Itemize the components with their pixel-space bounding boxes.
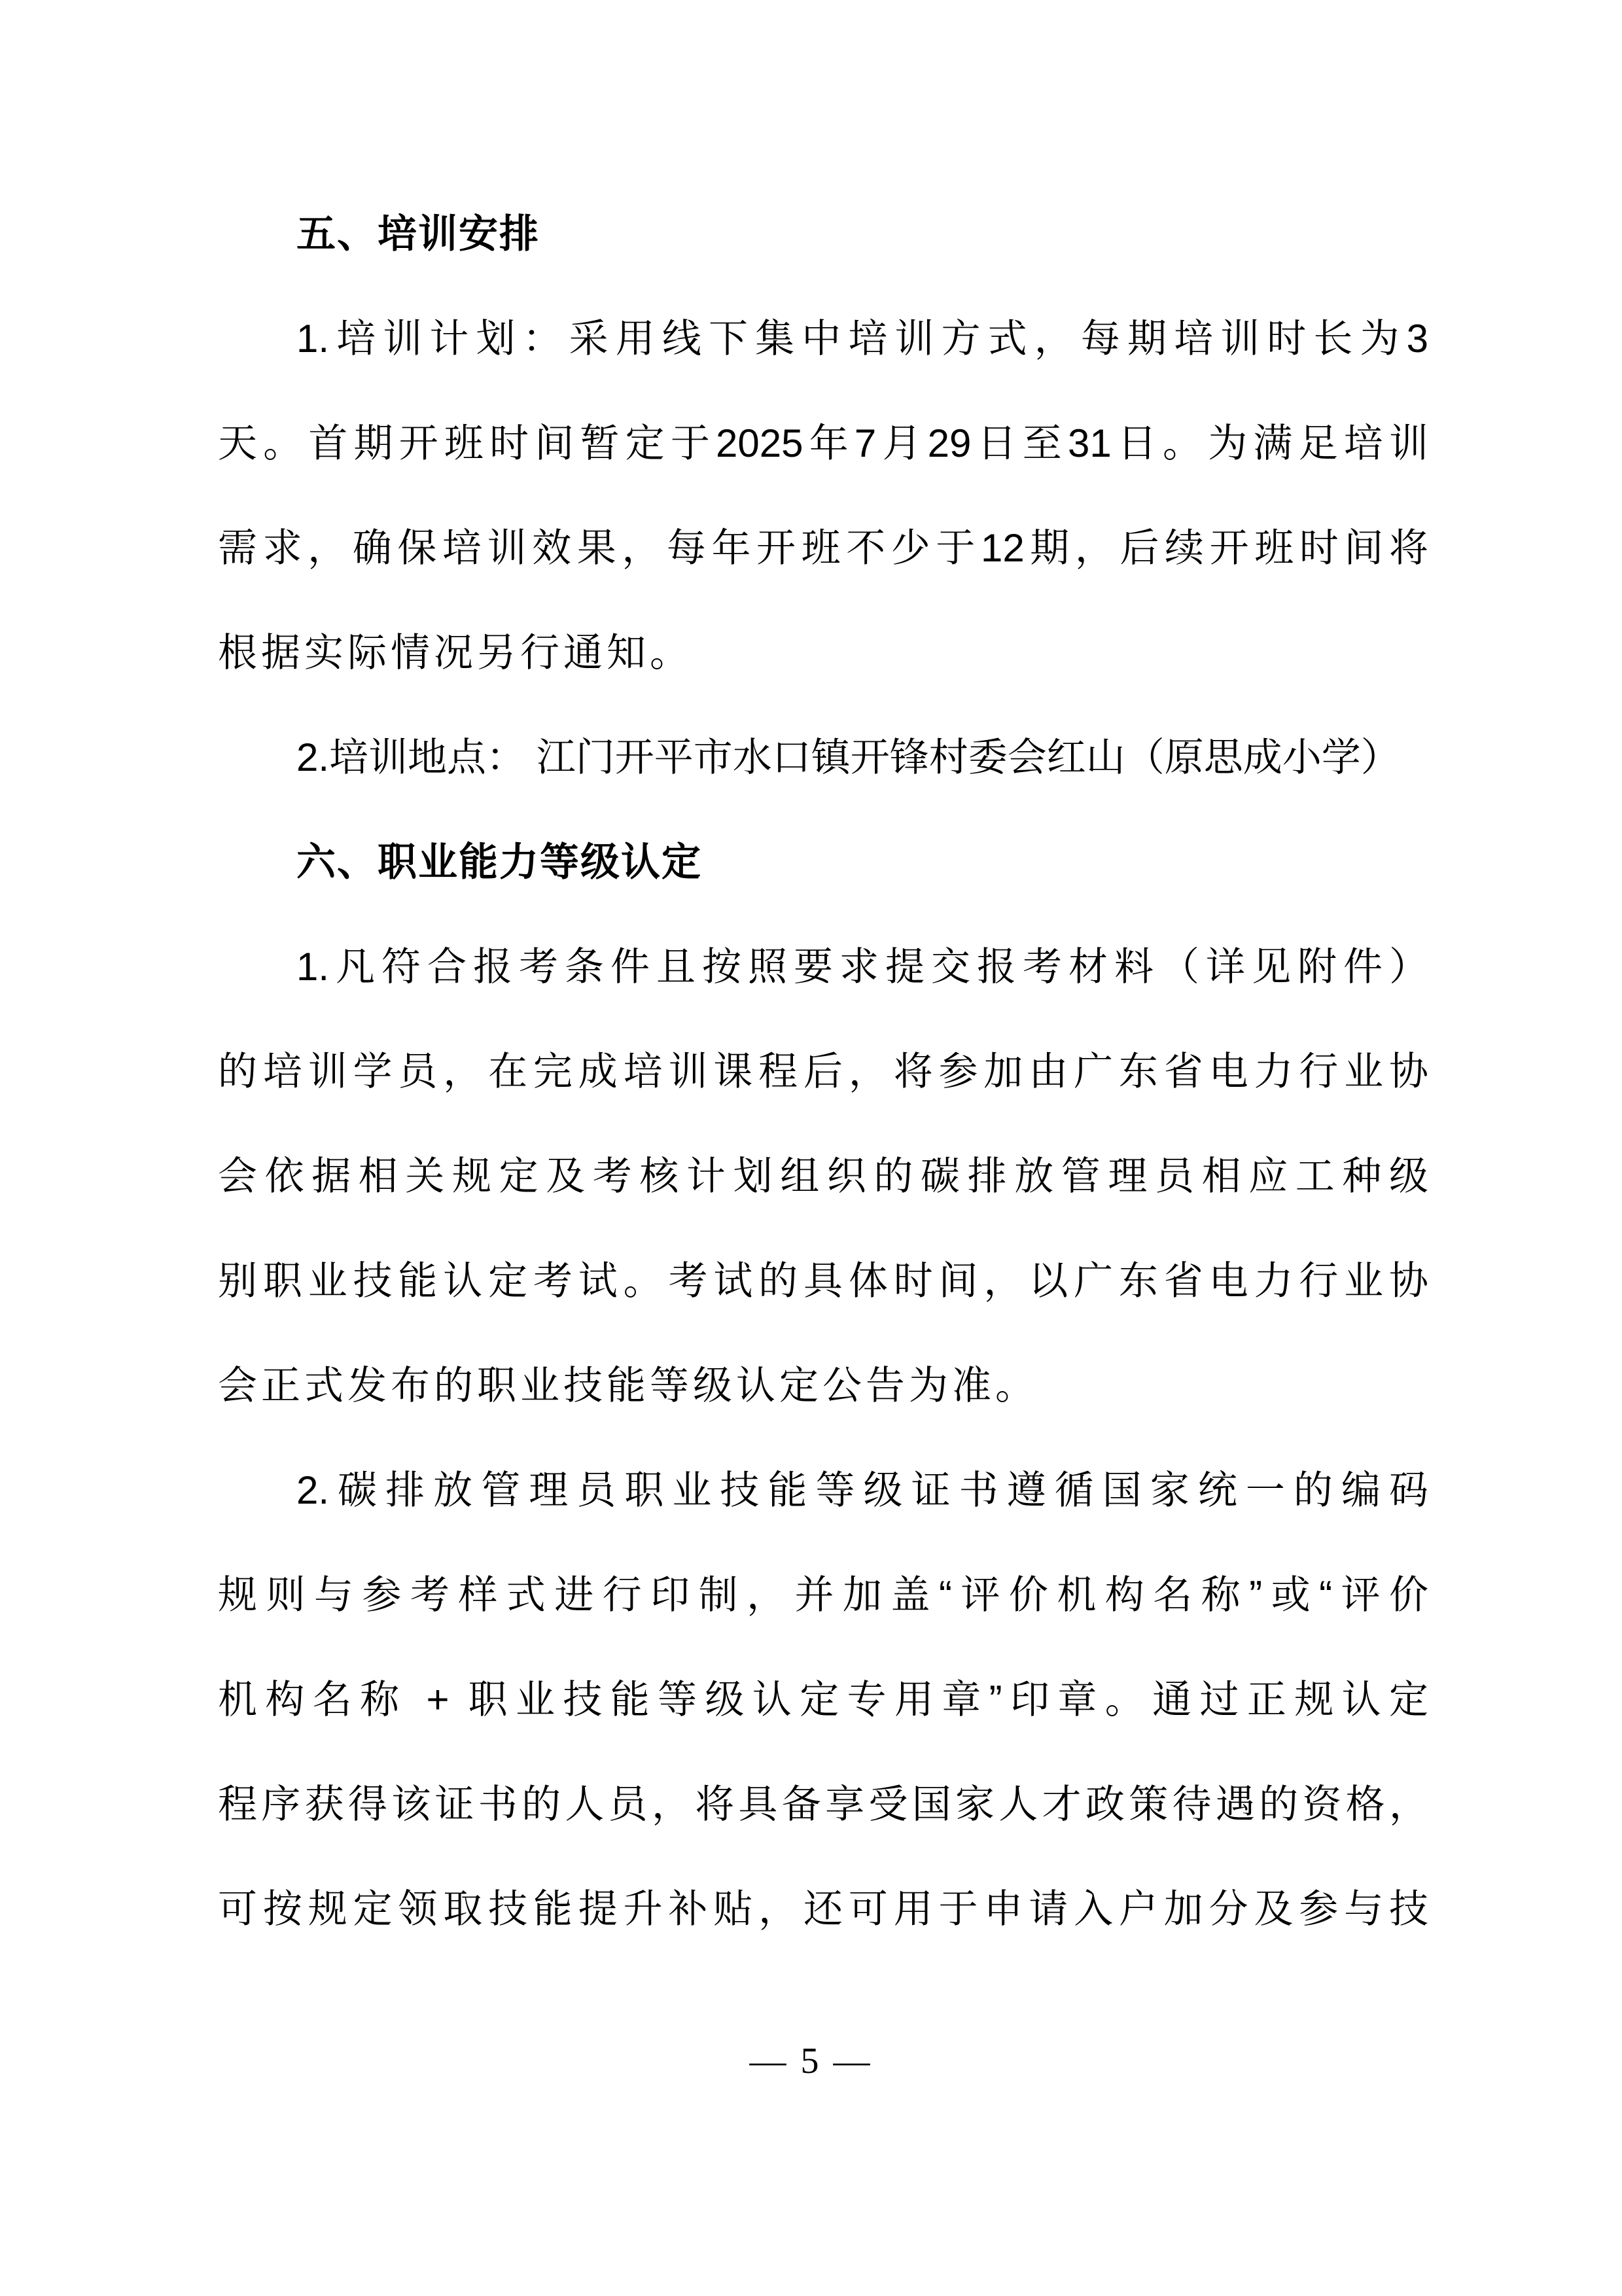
body-text-line: 1.凡符合报考条件且按照要求提交报考材料（详见附件） [296,945,1428,989]
document-body [218,182,1428,1962]
section-heading: 五、培训安排 [296,212,540,256]
page-number: — 5 — [749,2041,873,2081]
body-text-line: 别职业技能认定考试。考试的具体时间，以广东省电力行业协 [218,1259,1428,1303]
body-text-line: 天。首期开班时间暂定于2025年7月29日至31日。为满足培训 [218,421,1428,465]
body-text-line: 1.培训计划：采用线下集中培训方式，每期培训时长为3 [296,317,1428,361]
body-text-line: 程序获得该证书的人员，将具备享受国家人才政策待遇的资格， [218,1782,1428,1826]
body-text-line: 机构名称 + 职业技能等级认定专用章”印章。通过正规认定 [218,1678,1428,1722]
body-text-line: 会正式发布的职业技能等级认定公告为准。 [218,1364,1038,1407]
body-text-line: 根据实际情况另行通知。 [218,631,693,675]
section-heading: 六、职业能力等级认定 [296,840,702,884]
body-text-line: 的培训学员，在完成培训课程后，将参加由广东省电力行业协 [218,1050,1428,1093]
body-text-line: 规则与参考样式进行印制，并加盖“评价机构名称”或“评价 [218,1573,1428,1617]
body-text-line: 2.碳排放管理员职业技能等级证书遵循国家统一的编码 [296,1468,1428,1512]
body-text-line: 会依据相关规定及考核计划组织的碳排放管理员相应工种级 [218,1154,1428,1198]
body-text-line: 需求，确保培训效果，每年开班不少于12期，后续开班时间将 [218,526,1428,570]
body-text-line: 可按规定领取技能提升补贴，还可用于申请入户加分及参与技 [218,1887,1428,1931]
body-text-line: 2.培训地点： 江门开平市水口镇开锋村委会红山（原思成小学） [296,735,1400,779]
